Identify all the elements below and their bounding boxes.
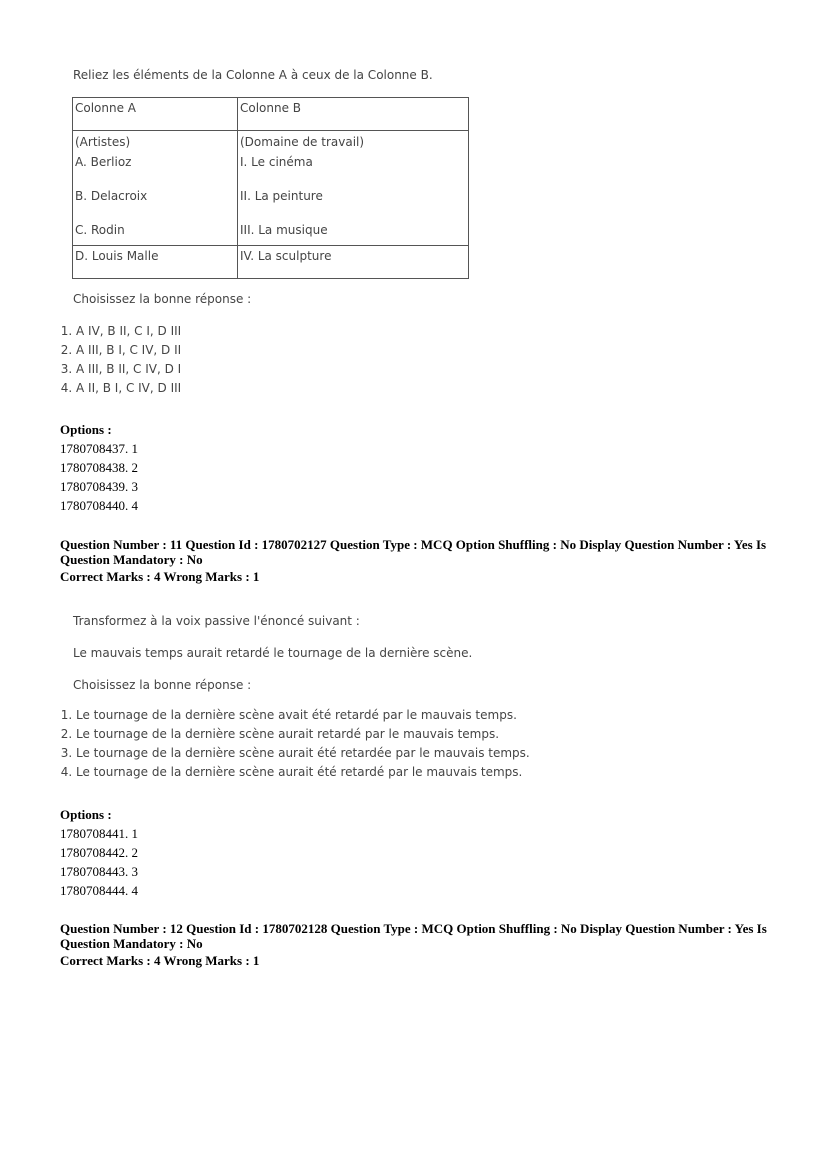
q11-options [60, 805, 138, 900]
q10-prompt: Choisissez la bonne réponse : [73, 292, 252, 306]
q11-choice-1: 1. Le tournage de la dernière scène avait été retardé par le mauvais temps. [76, 706, 530, 725]
q10-choice-4: 4. A II, B I, C IV, D III [76, 379, 181, 398]
q11-option-2[interactable]: 1780708442. 2 [60, 845, 138, 860]
q11-marks: Correct Marks : 4 Wrong Marks : 1 [60, 569, 260, 584]
q11-choice-list [60, 706, 530, 782]
q12-meta-line1: Question Number : 12 Question Id : 1780702128 Question Type : MCQ Option Shuffling : No Display Question Number : Yes Is [60, 921, 767, 936]
q12-marks: Correct Marks : 4 Wrong Marks : 1 [60, 953, 260, 968]
table-item-a: A. Berlioz [75, 155, 132, 169]
q11-choice-3: 3. Le tournage de la dernière scène aurait été retardée par le mauvais temps. [76, 744, 530, 763]
table-item-iii: III. La musique [240, 223, 328, 237]
q11-prompt: Choisissez la bonne réponse : [73, 678, 252, 692]
q11-meta-line2: Question Mandatory : No [60, 552, 203, 567]
table-cell-col-b [238, 131, 469, 246]
table-item-c: C. Rodin [75, 223, 125, 237]
q11-option-3[interactable]: 1780708443. 3 [60, 864, 138, 879]
table-item-b: B. Delacroix [75, 189, 148, 203]
q10-option-3[interactable]: 1780708439. 3 [60, 479, 138, 494]
q12-meta-line2: Question Mandatory : No [60, 936, 203, 951]
q10-option-4[interactable]: 1780708440. 4 [60, 498, 138, 513]
q10-choice-2: 2. A III, B I, C IV, D II [76, 341, 181, 360]
table-subheader-a: (Artistes) [75, 135, 131, 149]
q11-sentence: Le mauvais temps aurait retardé le tournage de la dernière scène. [73, 646, 473, 660]
q10-choice-list [60, 322, 181, 398]
q12-meta [60, 921, 780, 968]
q11-meta-line1: Question Number : 11 Question Id : 1780702127 Question Type : MCQ Option Shuffling : No Display Question Number : Yes Is [60, 537, 767, 552]
table-cell-col-a [73, 131, 238, 246]
q11-option-4[interactable]: 1780708444. 4 [60, 883, 138, 898]
q10-instruction: Reliez les éléments de la Colonne A à ceux de la Colonne B. [73, 68, 433, 82]
table-item-ii: II. La peinture [240, 189, 323, 203]
q11-instruction: Transformez à la voix passive l'énoncé suivant : [73, 614, 360, 628]
table-header-col-b: Colonne B [238, 98, 469, 131]
table-subheader-b: (Domaine de travail) [240, 135, 365, 149]
table-item-d: D. Louis Malle [73, 246, 238, 279]
q10-option-1[interactable]: 1780708437. 1 [60, 441, 138, 456]
q10-options-label: Options : [60, 422, 112, 437]
table-item-iv: IV. La sculpture [238, 246, 469, 279]
q11-choice-2: 2. Le tournage de la dernière scène aurait retardé par le mauvais temps. [76, 725, 530, 744]
q10-options [60, 420, 138, 515]
q11-options-label: Options : [60, 807, 112, 822]
q11-meta [60, 537, 780, 584]
table-item-i: I. Le cinéma [240, 155, 313, 169]
q11-choice-4: 4. Le tournage de la dernière scène aurait été retardé par le mauvais temps. [76, 763, 530, 782]
table-header-col-a: Colonne A [73, 98, 238, 131]
q10-choice-1: 1. A IV, B II, C I, D III [76, 322, 181, 341]
q10-choice-3: 3. A III, B II, C IV, D I [76, 360, 181, 379]
matching-table [72, 97, 469, 279]
q10-option-2[interactable]: 1780708438. 2 [60, 460, 138, 475]
q11-option-1[interactable]: 1780708441. 1 [60, 826, 138, 841]
